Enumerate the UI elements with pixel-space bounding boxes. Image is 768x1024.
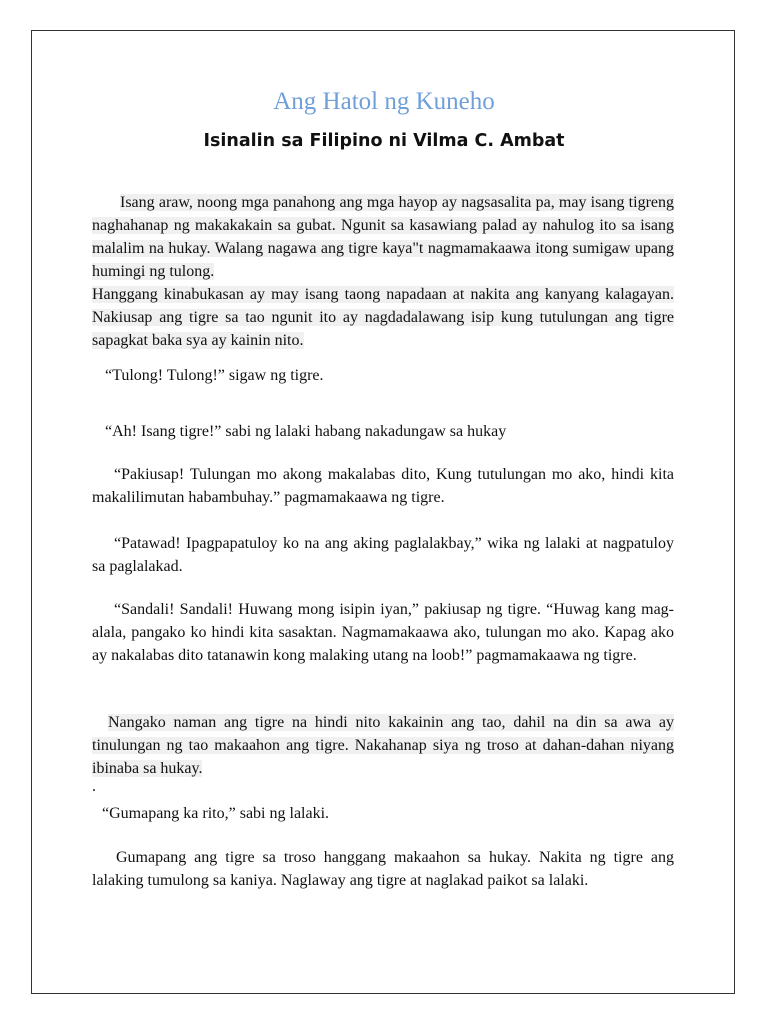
paragraph-3: “Tulong! Tulong!” sigaw ng tigre. [105,367,324,384]
paragraph-11 [92,846,674,892]
paragraph-5 [92,463,674,509]
paragraph-6 [92,532,674,578]
paragraph-4: “Ah! Isang tigre!” sabi ng lalaki habang nakadungaw sa hukay [105,423,507,440]
paragraph-5-text: “Pakiusap! Tulungan mo akong makalabas dito, Kung tutulungan mo ako, hindi kita makalilimutan habambuhay.” pagmamakaawa ng tigre. [92,466,674,506]
paragraph-1 [92,191,674,352]
paragraph-8-text: Nangako naman ang tigre na hindi nito kakainin ang tao, dahil na din sa awa ay tinulungan ng tao makaahon ang tigre. Nakahanap siya ng troso at dahan-dahan niyang ibinaba sa hukay. [92,714,674,777]
paragraph-10: “Gumapang ka rito,” sabi ng lalaki. [102,805,330,822]
paragraph-6-text: “Patawad! Ipagpapatuloy ko na ang aking paglalakbay,” wika ng lalaki at nagpatuloy sa paglalakad. [92,535,674,575]
document-title: Ang Hatol ng Kuneho [273,88,495,115]
paragraph-1-text: Isang araw, noong mga panahong ang mga hayop ay nagsasalita pa, may isang tigreng naghahanap ng makakakain sa gubat. Ngunit sa kasawiang palad ay nahulog ito sa isang malalim na hukay. Walang nagawa ang tigre kaya"t nagmamakaawa itong sumigaw upang humingi ng tulong. [92,194,674,280]
paragraph-9: . [92,778,96,795]
paragraph-7 [92,598,674,667]
paragraph-11-text: Gumapang ang tigre sa troso hanggang makaahon sa hukay. Nakita ng tigre ang lalaking tumulong sa kaniya. Naglaway ang tigre at naglakad paikot sa lalaki. [92,849,674,889]
paragraph-7-text: “Sandali! Sandali! Huwang mong isipin iyan,” pakiusap ng tigre. “Huwag kang mag-alala, pangako ko hindi kita sasaktan. Nagmamakaawa ako, tulungan mo ako. Kapag ako ay nakalabas dito tatanawin kong malaking utang na loob!” pagmamakaawa ng tigre. [92,601,674,664]
paragraph-2-text: Hanggang kinabukasan ay may isang taong napadaan at nakita ang kanyang kalagayan. Nakiusap ang tigre sa tao ngunit ito ay nagdadalawang isip kung tutulungan ang tigre sapagkat baka sya ay kainin nito. [92,286,674,349]
document-subtitle: Isinalin sa Filipino ni Vilma C. Ambat [203,131,565,151]
paragraph-8 [92,711,674,780]
